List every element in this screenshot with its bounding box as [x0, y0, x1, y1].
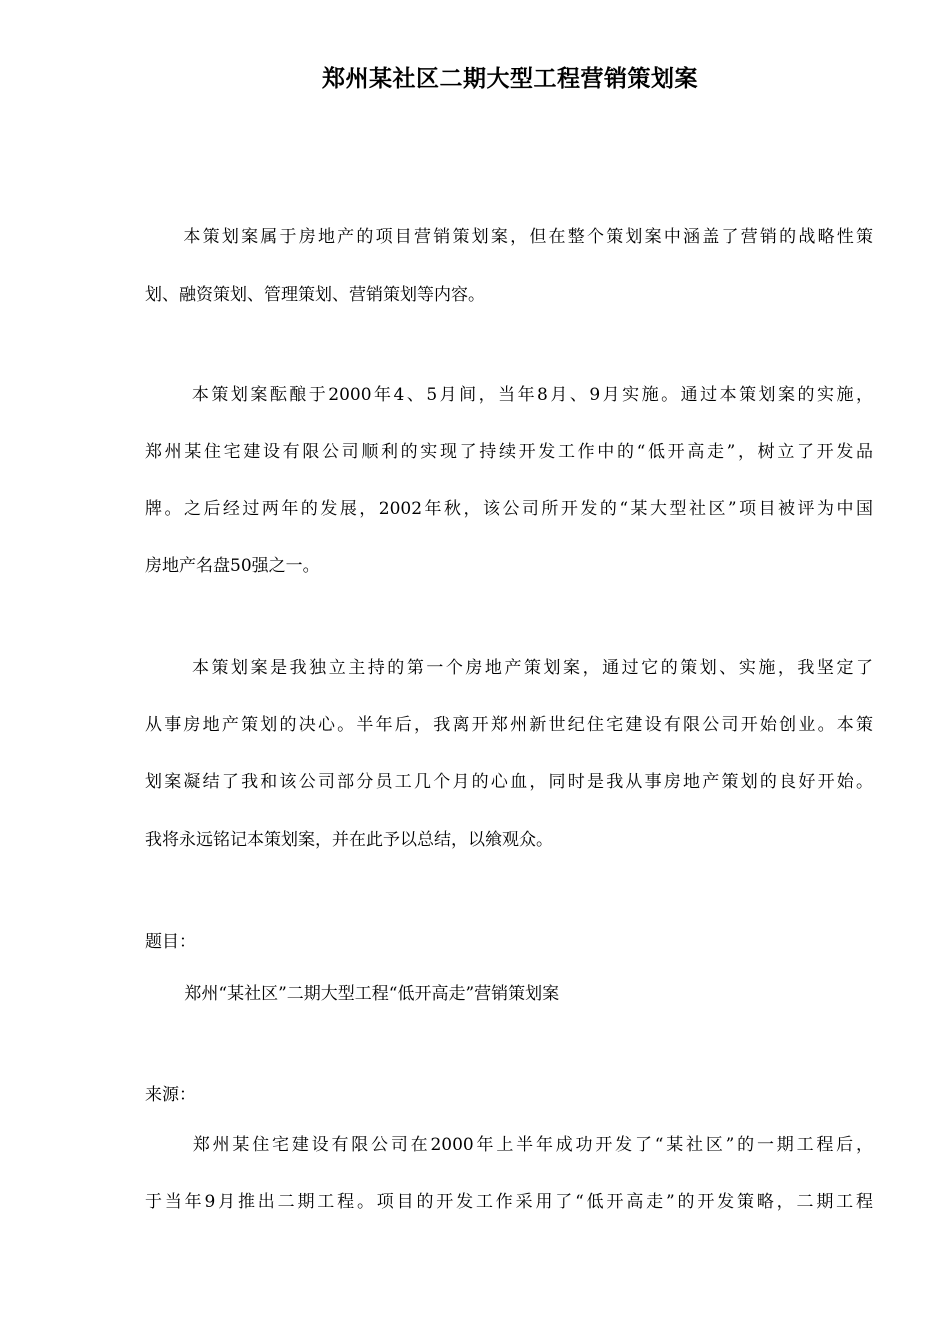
- topic-label: 题目：: [145, 932, 196, 952]
- document-title: 郑州某社区二期大型工程营销策划案: [322, 66, 698, 92]
- paragraph-3-line-3: 划案凝结了我和该公司部分员工几个月的心血，同时是我从事房地产策划的良好开始。: [145, 772, 873, 792]
- paragraph-1-line-2: 划、融资策划、管理策划、营销策划等内容。: [145, 285, 485, 305]
- paragraph-2-line-4: 房地产名盘50强之一。: [145, 556, 320, 576]
- source-label: 来源：: [145, 1085, 196, 1105]
- source-text-line-2: 于当年9月推出二期工程。项目的开发工作采用了“低开高走”的开发策略，二期工程: [145, 1192, 873, 1212]
- paragraph-2-line-2: 郑州某住宅建设有限公司顺利的实现了持续开发工作中的“低开高走”，树立了开发品: [145, 442, 873, 462]
- paragraph-3-line-1: 本策划案是我独立主持的第一个房地产策划案，通过它的策划、实施，我坚定了: [145, 658, 873, 678]
- paragraph-3-line-4: 我将永远铭记本策划案，并在此予以总结，以飨观众。: [145, 830, 553, 850]
- paragraph-1-line-1: 本策划案属于房地产的项目营销策划案，但在整个策划案中涵盖了营销的战略性策: [145, 227, 873, 247]
- paragraph-3-line-2: 从事房地产策划的决心。半年后，我离开郑州新世纪住宅建设有限公司开始创业。本策: [145, 715, 873, 735]
- paragraph-2-line-3: 牌。之后经过两年的发展，2002年秋，该公司所开发的“某大型社区”项目被评为中国: [145, 499, 873, 519]
- paragraph-2-line-1: 本策划案酝酿于2000年4、5月间，当年8月、9月实施。通过本策划案的实施，: [145, 385, 873, 405]
- source-text-line-1: 郑州某住宅建设有限公司在2000年上半年成功开发了“某社区”的一期工程后，: [145, 1135, 873, 1155]
- topic-text: 郑州“某社区”二期大型工程“低开高走”营销策划案: [145, 984, 560, 1004]
